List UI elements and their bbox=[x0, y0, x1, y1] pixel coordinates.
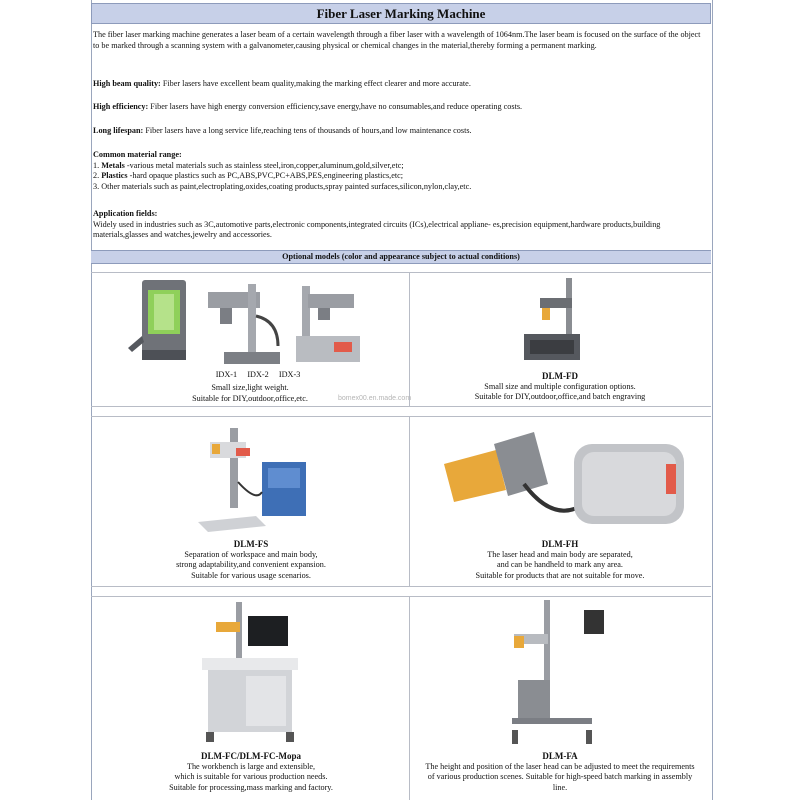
model-name-idx-2: IDX-2 bbox=[247, 370, 269, 379]
watermark: bomex00.en.made.com bbox=[338, 395, 412, 402]
optional-models-header: Optional models (color and appearance subject to actual conditions) bbox=[91, 250, 711, 264]
dlm-fa-caption: DLM-FA The height and position of the laser head can be adjusted to meet the requirements of various production scenes. Suitable for high-speed batch marking in assembly line. bbox=[410, 751, 710, 793]
model-name-idx-3: IDX-3 bbox=[278, 370, 301, 379]
material-heading: Common material range: bbox=[93, 150, 182, 159]
idx-description: Small size,light weight. Suitable for DIY,outdoor,office,etc. bbox=[192, 383, 308, 403]
intro-text: The fiber laser marking machine generates a laser beam of a certain wavelength through a fiber laser with a wavelength of 1064nm.The laser beam is focused on the surface of the object to be marked through a scanning system with a galvanometer,causing physical or chemical changes in the material,thereby forming a permanent marking. bbox=[93, 30, 701, 50]
dlm-fd-image bbox=[520, 278, 584, 364]
feature-text: Fiber lasers have excellent beam quality,making the marking effect clearer and more accurate. bbox=[160, 79, 471, 88]
feature-efficiency bbox=[93, 102, 708, 113]
feature-label: Long lifespan: bbox=[93, 126, 144, 135]
divider bbox=[409, 272, 410, 406]
application-text: Widely used in industries such as 3C,automotive parts,electronic components,integrated circuits (ICs),electrical appliane- es,precision equipment,hardware products,building materials,glasses and watches,jewelry and accessories. bbox=[93, 219, 661, 240]
idx-2-machine bbox=[208, 284, 280, 364]
model-name-dlm-fa: DLM-FA bbox=[542, 751, 578, 761]
feature-beam-quality bbox=[93, 79, 708, 90]
page-title: Fiber Laser Marking Machine bbox=[91, 3, 711, 24]
dlm-fc-image bbox=[198, 602, 308, 746]
divider bbox=[91, 272, 711, 273]
dlm-fd-caption: DLM-FD Small size and multiple configuration options. Suitable for DIY,outdoor,office,and batch engraving bbox=[412, 371, 708, 403]
model-name-dlm-fc: DLM-FC/DLM-FC-Mopa bbox=[201, 751, 301, 761]
feature-text: Fiber lasers have a long service life,reaching tens of thousands of hours,and low maintenance costs. bbox=[143, 126, 472, 135]
application-section bbox=[93, 209, 708, 241]
dlm-fc-caption: DLM-FC/DLM-FC-Mopa The workbench is large and extensible, which is suitable for various production needs. Suitable for processing,mass marking and factory. bbox=[93, 751, 409, 793]
application-heading: Application fields: bbox=[93, 209, 158, 218]
material-item: 3. Other materials such as paint,electroplating,oxides,coating products,spray painted surfaces,silicon,nylon,clay,etc. bbox=[93, 181, 472, 191]
idx-machines-image bbox=[128, 276, 388, 368]
idx-1-machine bbox=[128, 280, 186, 360]
model-name-dlm-fd: DLM-FD bbox=[542, 371, 578, 381]
material-item: 2. Plastics -hard opaque plastics such as PC,ABS,PVC,PC+ABS,PES,engineering plastics,etc; bbox=[93, 171, 404, 181]
dlm-fs-image bbox=[196, 422, 320, 534]
material-range-section bbox=[93, 150, 708, 192]
feature-label: High beam quality: bbox=[93, 79, 161, 88]
feature-label: High efficiency: bbox=[93, 102, 149, 111]
feature-lifespan bbox=[93, 126, 708, 137]
material-item: 1. Metals -various metal materials such as stainless steel,iron,copper,aluminum,gold,silver,etc; bbox=[93, 160, 404, 170]
idx-3-machine bbox=[296, 286, 360, 362]
model-name-dlm-fs: DLM-FS bbox=[233, 539, 269, 549]
divider bbox=[91, 406, 711, 407]
dlm-fs-caption: DLM-FS Separation of workspace and main body, strong adaptability,and convenient expansion. Suitable for various usage scenarios. bbox=[93, 539, 409, 581]
intro-paragraph bbox=[93, 30, 708, 51]
feature-text: Fiber lasers have high energy conversion efficiency,save energy,have no consumables,and reduce operating costs. bbox=[148, 102, 523, 111]
dlm-fh-caption: DLM-FH The laser head and main body are separated, and can be handheld to mark any area. Suitable for products that are not suitable for move. bbox=[410, 539, 710, 581]
divider bbox=[91, 596, 711, 597]
dlm-fa-image bbox=[508, 600, 608, 748]
model-name-idx-1: IDX-1 bbox=[215, 370, 238, 379]
divider bbox=[91, 586, 711, 587]
model-name-dlm-fh: DLM-FH bbox=[541, 539, 579, 549]
divider bbox=[91, 416, 711, 417]
dlm-fh-image bbox=[444, 424, 690, 530]
idx-names-row bbox=[178, 370, 338, 381]
